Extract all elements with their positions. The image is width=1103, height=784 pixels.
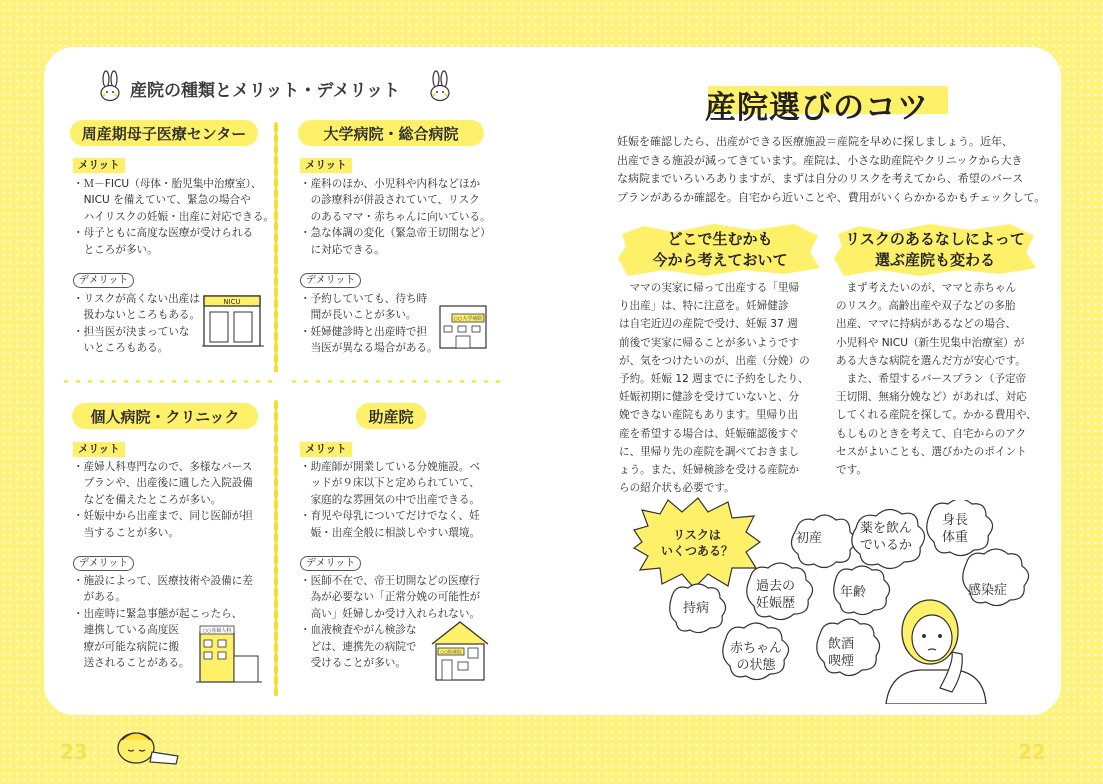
list-item: 扱わないところもある。: [73, 309, 201, 322]
list-item: のあるママ・赤ちゃんに向いている。: [300, 210, 491, 223]
list-item: ・母子ともに高度な医療が受けられる: [73, 227, 254, 240]
bubble-line: 身長: [942, 513, 969, 528]
body-line: してくれる産院を探して。かかる費用や、: [836, 409, 1037, 422]
divider: [288, 379, 504, 384]
column-heading: [630, 229, 810, 271]
list-item: ・医師不在で、帝王切開などの医療行: [300, 575, 480, 587]
midwife-house-illustration: [426, 618, 494, 684]
list-item: がある。: [73, 591, 126, 604]
list-item: ・出産時に緊急事態が起こったら、: [73, 607, 243, 620]
body-line: に、里帰り先の産院を調べておきまし: [619, 445, 800, 458]
column-heading: [835, 229, 1035, 271]
list-item: ・予約していても、待ち時: [300, 293, 428, 305]
list-item: ・妊婦健診時と出産時で担: [300, 325, 428, 338]
bubble-line: 飲酒: [828, 637, 855, 652]
column-body-left: [619, 279, 810, 497]
bubble-line: 過去の: [756, 579, 796, 594]
rabbit-icon: [428, 70, 452, 102]
body-line: り出産」は、特に注意を。妊婦健診: [619, 300, 789, 313]
sleeping-baby-illustration: [106, 722, 186, 772]
body-line: まず考えたいのが、ママと赤ちゃん: [836, 282, 1017, 294]
rabbit-icon: [98, 70, 122, 102]
demerit-label: デメリット: [73, 556, 134, 571]
list-item: ・担当医が決まっていな: [73, 325, 190, 338]
body-line: が、気をつけたいのが、出産（分娩）の: [619, 354, 810, 367]
list-item: ところが多い。: [73, 243, 158, 256]
merit-label: メリット: [300, 442, 352, 457]
bubble-label: 感染症: [968, 583, 1008, 598]
intro-paragraph: [617, 133, 1057, 207]
box-title: 周産期母子医療センター: [70, 120, 258, 146]
list-item: ・Ｍ－FICU（母体・胎児集中治療室）、: [73, 178, 262, 190]
body-line: は自宅近辺の産院で受け、妊娠 37 週: [619, 318, 798, 331]
bubble-label: 年齢: [840, 585, 867, 600]
merit-label: メリット: [73, 158, 125, 173]
bubble-line: 薬を飲ん: [860, 521, 913, 536]
body-line: 妊娠初期に健診を受けていないと、分: [619, 391, 800, 404]
page-title: 産院選びのコツ: [705, 90, 929, 126]
body-line: のリスク。高齢出産や双子などの多胎: [836, 300, 1016, 313]
list-item: ・妊娠中から出産まで、同じ医師が担: [73, 510, 253, 523]
page-number-left: 23: [60, 740, 88, 764]
bubble-label: [942, 512, 968, 546]
box-title: 助産院: [356, 403, 426, 429]
list-item: の診療科が併設されていて、リスク: [300, 194, 480, 207]
list-item: 当医が異なる場合がある。: [300, 342, 438, 355]
list-item: 娠・出産全般に相談しやすい環境。: [300, 526, 481, 539]
building-sign: ○○助産院: [440, 650, 462, 656]
merit-list: [300, 176, 491, 258]
list-item: ・産婦人科専門なので、多様なバース: [73, 461, 253, 473]
bubble-label: [828, 636, 854, 670]
body-line: らの紹介状も必要です。: [619, 482, 735, 495]
bubble-label: 持病: [683, 601, 710, 616]
bubble-line: でいるか: [860, 538, 913, 553]
body-line: また、希望するバースプラン（予定帝: [836, 373, 1027, 386]
list-item: ・施設によって、医療技術や設備に差: [73, 575, 253, 587]
bubble-label: [730, 640, 782, 674]
merit-label: メリット: [300, 158, 352, 173]
list-item: ・血液検査やがん検診な: [300, 624, 417, 637]
body-line: 出産、ママに持病があるなどの場合、: [836, 318, 1017, 331]
nicu-building-illustration: [200, 292, 266, 352]
heading-line: リスクのあるなしによって: [845, 230, 1025, 248]
merit-list: [73, 459, 253, 541]
list-item: 連携している高度医: [73, 624, 179, 637]
merit-list: [73, 176, 274, 258]
bubble-label: [756, 578, 795, 612]
clinic-building-illustration: [196, 622, 264, 686]
list-item: ・産科のほか、小児科や内科などほか: [300, 178, 481, 190]
body-line: 王切開、無痛分娩など）があれば、対応: [836, 391, 1027, 404]
list-item: 為が必要ない「正常分娩の可能性が: [300, 591, 481, 604]
body-line: 前後で実家に帰ることが多いようです: [619, 336, 800, 349]
body-line: ある大きな病院を選んだ方が安心です。: [836, 354, 1026, 367]
body-line: です。: [836, 464, 867, 477]
body-line: 娩できない産院もあります。里帰り出: [619, 409, 799, 422]
thinking-woman-illustration: [880, 592, 990, 704]
body-line: セスがよいことも、選びかたのポイント: [836, 445, 1027, 458]
list-item: ・リスクが高くない出産は: [73, 293, 200, 305]
list-item: ハイリスクの妊娠・出産に対応できる。: [73, 210, 275, 223]
intro-line: 出産できる施設が減ってきています。産院は、小さな助産院やクリニックから大き: [617, 153, 1023, 167]
building-sign: NICU: [223, 298, 241, 306]
bubble-line: 喫煙: [828, 654, 855, 669]
list-item: ・育児や母乳についてだけでなく、妊: [300, 510, 480, 523]
question-line: いくつある？: [660, 544, 733, 558]
list-item: プランや、出産後に適した入院設備: [73, 477, 253, 490]
intro-line: な病院までいろいろありますが、まずは自分のリスクを考えてから、希望のバース: [617, 172, 1024, 185]
building-sign: ○○産婦人科: [202, 628, 232, 634]
demerit-label: デメリット: [300, 273, 361, 288]
list-item: NICU を備えていて、緊急の場合や: [73, 194, 251, 207]
demerit-label: デメリット: [300, 556, 361, 571]
heading-line: 選ぶ産院も変わる: [874, 251, 995, 269]
bubble-label: [860, 520, 912, 554]
list-item: ッドが９床以下と定められていて、: [300, 477, 480, 490]
bubble-line: 妊娠歴: [756, 596, 796, 611]
question-line: リスクは: [673, 528, 721, 542]
body-line: 産を希望する場合は、妊娠確認後すぐ: [619, 427, 800, 440]
divider: [274, 400, 278, 696]
page-number-right: 22: [1018, 740, 1046, 764]
box-title: 大学病院・総合病院: [298, 120, 484, 146]
demerit-label: デメリット: [73, 273, 134, 288]
bubble-line: 赤ちゃん: [730, 641, 783, 656]
divider: [274, 122, 278, 372]
bubble-label: 初産: [796, 531, 823, 546]
list-item: 間が長いことが多い。: [300, 309, 417, 322]
body-line: ょう。また、妊婦検診を受ける産院か: [619, 464, 800, 477]
body-line: ママの実家に帰って出産する「里帰: [619, 282, 800, 294]
intro-line: プランがあるか確認を。自宅から近いことや、費用がいくらかかるかもチェックして。: [617, 190, 1046, 204]
divider: [60, 379, 276, 384]
list-item: 当することが多い。: [73, 526, 179, 539]
demerit-list: [300, 291, 438, 357]
bubble-line: の状態: [736, 658, 776, 673]
list-item: ・急な体調の変化（緊急帝王切開など）: [300, 227, 491, 240]
list-item: などを備えたところが多い。: [73, 493, 222, 506]
merit-list: [300, 459, 480, 541]
list-item: 高い」妊婦しか受け入れられない。: [300, 607, 481, 620]
heading-line: 今から考えておいて: [652, 251, 788, 269]
box-title: 個人病院・クリニック: [72, 403, 258, 429]
list-item: 療が可能な病院に搬: [73, 640, 179, 653]
list-item: いところもある。: [73, 342, 169, 355]
bubble-line: 体重: [942, 530, 969, 545]
university-hospital-illustration: [436, 296, 492, 352]
heading-line: どこで生むかも: [667, 230, 773, 248]
section-title: 産院の種類とメリット・デメリット: [130, 81, 400, 101]
intro-line: 妊娠を確認したら、出産ができる医療施設＝産院を早めに探しましょう。近年、: [617, 135, 1013, 148]
list-item: ・助産師が開業している分娩施設。ベ: [300, 461, 481, 473]
list-item: に対応できる。: [300, 243, 385, 256]
list-item: 送されることがある。: [73, 657, 190, 670]
merit-label: メリット: [73, 442, 125, 457]
column-body-right: [836, 279, 1037, 479]
list-item: 家庭的な雰囲気の中で出産できる。: [300, 493, 481, 506]
list-item: 受けることが多い。: [300, 657, 406, 670]
body-line: 予約。妊娠 12 週までに予約をしたり、: [619, 373, 809, 386]
demerit-list: [73, 291, 200, 357]
building-sign: ○○大学病院: [453, 316, 483, 322]
list-item: どは、連携先の病院で: [300, 640, 417, 653]
body-line: 小児科や NICU（新生児集中治療室）が: [836, 336, 1025, 349]
body-line: もしものときを考えて、自宅からのアク: [836, 427, 1027, 440]
